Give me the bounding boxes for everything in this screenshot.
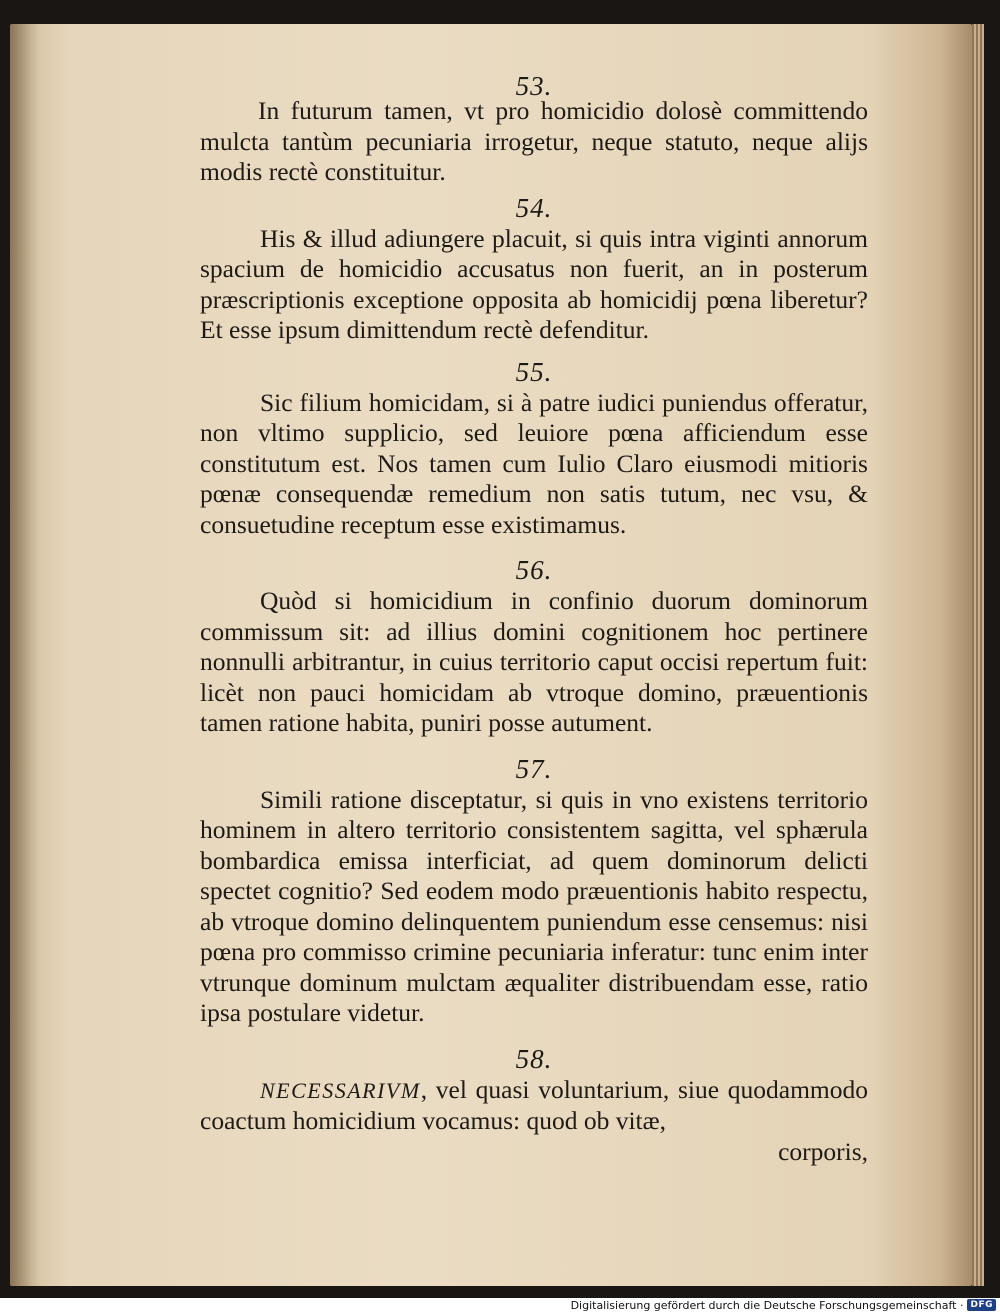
catchword: corporis, xyxy=(778,1136,868,1166)
paragraph-text: , vel quasi voluntarium, siue quodammodo coactum homicidium vocamus: quod ob vitæ, xyxy=(200,1074,868,1135)
footer-credit: Digitalisierung gefördert durch die Deutsche Forschungsgemeinschaft · xyxy=(570,1298,964,1312)
section-paragraph xyxy=(200,1075,868,1137)
section-paragraph: Quòd si homicidium in confinio duorum dominorum commissum sit: ad illius domini cognitionem hoc pertinere nonnulli arbitrantur, in cuius territorio caput occisi repertum fuit: licèt non pauci homicidam ab vtroque domino, præuentionis tamen ratione habita, puniri posse autument. xyxy=(200,586,868,737)
section-paragraph: Simili ratione disceptatur, si quis in vno existens territorio hominem in altero territorio consistentem sagitta, vel sphærula bombardica emissa interficiat, ad quem dominorum delicti spectet cognitio? Sed eodem modo præuentionis habito respectu, ab vtroque domino delinquentem puniendum esse censemus: nisi pœna pro commisso crimine pecuniaria inferatur: tunc enim inter vtrunque dominum mulctam æqualiter distribuendam esse, ratio ipsa postulare videtur. xyxy=(200,784,868,1027)
section-number: 57. xyxy=(515,753,553,784)
section-number: 54. xyxy=(515,192,553,223)
digitization-footer xyxy=(571,1297,996,1313)
dfg-logo: DFG xyxy=(967,1299,996,1311)
page-edge xyxy=(972,24,984,1286)
section-number: 58. xyxy=(515,1043,553,1074)
gutter-shadow xyxy=(10,24,40,1286)
section-paragraph: In futurum tamen, vt pro homicidio dolosè committendo mulcta tantùm pecuniaria irrogetur, neque statuto, neque alijs modis rectè constituitur. xyxy=(200,96,868,186)
section-number: 55. xyxy=(515,356,553,387)
section-paragraph: Sic filium homicidam, si à patre iudici puniendus offeratur, non vltimo supplicio, sed leuiore pœna afficiendum esse constitutum est. Nos tamen cum Iulio Claro eiusmodi mitioris pœnæ consequendæ remedium non satis tutum, nec vsu, & consuetudine receptum esse existimamus. xyxy=(200,387,868,539)
page-text xyxy=(200,70,868,1167)
section-number: 53. xyxy=(515,71,553,101)
lead-capitals: NECESSARIVM xyxy=(260,1077,421,1103)
section-number: 56. xyxy=(515,555,553,585)
section-paragraph: His & illud adiungere placuit, si quis intra viginti annorum spacium de homicidio accusatus non fuerit, an in posterum præscriptionis exceptione opposita ab homicidij pœna liberetur? Et esse ipsum dimittendum rectè defenditur. xyxy=(200,223,868,344)
